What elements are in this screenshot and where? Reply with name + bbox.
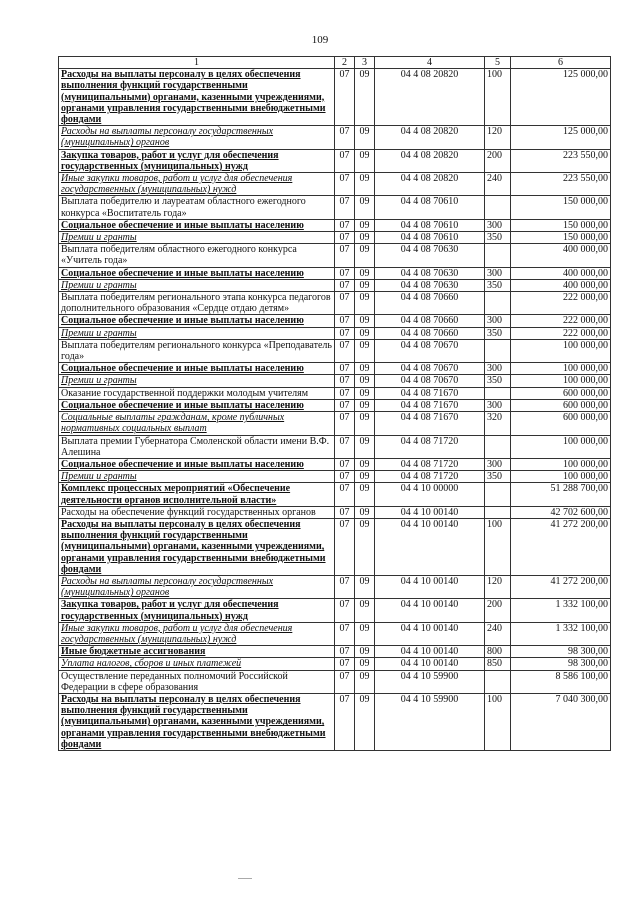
section-cell: 07 <box>335 196 355 219</box>
expense-type-cell: 300 <box>485 315 511 327</box>
page-number: 109 <box>311 34 329 46</box>
expense-type-cell: 350 <box>485 279 511 291</box>
row-name-cell: Расходы на выплаты персоналу государственных (муниципальных) органов <box>59 575 335 598</box>
expense-type-cell: 100 <box>485 69 511 126</box>
amount-cell: 150 000,00 <box>511 232 611 244</box>
section-cell: 07 <box>335 622 355 645</box>
target-article-cell: 04 4 08 70670 <box>375 375 485 387</box>
row-name-cell: Выплата победителям регионального этапа конкурса педагогов дополнительного образования «Сердце отдаю детям» <box>59 292 335 315</box>
table-row <box>59 375 611 387</box>
subsection-cell: 09 <box>355 279 375 291</box>
section-cell: 07 <box>335 646 355 658</box>
section-cell: 07 <box>335 375 355 387</box>
expense-type-cell: 200 <box>485 599 511 622</box>
section-cell: 07 <box>335 575 355 598</box>
section-cell: 07 <box>335 327 355 339</box>
expense-type-cell: 850 <box>485 658 511 670</box>
subsection-cell: 09 <box>355 658 375 670</box>
expense-type-cell <box>485 506 511 518</box>
section-cell: 07 <box>335 435 355 458</box>
section-cell: 07 <box>335 693 355 750</box>
row-name-cell: Иные закупки товаров, работ и услуг для обеспечения государственных (муниципальных) нужд <box>59 173 335 196</box>
amount-cell: 1 332 100,00 <box>511 622 611 645</box>
target-article-cell: 04 4 10 00140 <box>375 599 485 622</box>
amount-cell: 100 000,00 <box>511 471 611 483</box>
section-cell: 07 <box>335 69 355 126</box>
row-name-cell: Социальное обеспечение и иные выплаты населению <box>59 219 335 231</box>
section-cell: 07 <box>335 506 355 518</box>
subsection-cell: 09 <box>355 149 375 172</box>
section-cell: 07 <box>335 149 355 172</box>
amount-cell: 600 000,00 <box>511 387 611 399</box>
column-header: 3 <box>355 57 375 69</box>
target-article-cell: 04 4 10 00140 <box>375 506 485 518</box>
subsection-cell: 09 <box>355 363 375 375</box>
table-row <box>59 646 611 658</box>
expense-type-cell: 240 <box>485 173 511 196</box>
table-row <box>59 69 611 126</box>
section-cell: 07 <box>335 339 355 362</box>
table-row <box>59 363 611 375</box>
expense-type-cell: 300 <box>485 219 511 231</box>
expense-type-cell: 350 <box>485 375 511 387</box>
table-row <box>59 339 611 362</box>
section-cell: 07 <box>335 599 355 622</box>
amount-cell: 98 300,00 <box>511 646 611 658</box>
column-header: 4 <box>375 57 485 69</box>
row-name-cell: Комплекс процессных мероприятий «Обеспечение деятельности органов исполнительной власти» <box>59 483 335 506</box>
row-name-cell: Закупка товаров, работ и услуг для обеспечения государственных (муниципальных) нужд <box>59 149 335 172</box>
column-header: 1 <box>59 57 335 69</box>
target-article-cell: 04 4 08 71670 <box>375 399 485 411</box>
amount-cell: 100 000,00 <box>511 339 611 362</box>
target-article-cell: 04 4 08 20820 <box>375 149 485 172</box>
subsection-cell: 09 <box>355 267 375 279</box>
subsection-cell: 09 <box>355 483 375 506</box>
target-article-cell: 04 4 08 70630 <box>375 244 485 267</box>
subsection-cell: 09 <box>355 219 375 231</box>
expense-type-cell: 320 <box>485 412 511 435</box>
amount-cell: 100 000,00 <box>511 435 611 458</box>
row-name-cell: Социальное обеспечение и иные выплаты населению <box>59 458 335 470</box>
expense-type-cell <box>485 244 511 267</box>
expense-type-cell: 240 <box>485 622 511 645</box>
amount-cell: 1 332 100,00 <box>511 599 611 622</box>
column-header: 2 <box>335 57 355 69</box>
section-cell: 07 <box>335 279 355 291</box>
table-row <box>59 435 611 458</box>
subsection-cell: 09 <box>355 458 375 470</box>
section-cell: 07 <box>335 670 355 693</box>
amount-cell: 42 702 600,00 <box>511 506 611 518</box>
table-row <box>59 196 611 219</box>
amount-cell: 150 000,00 <box>511 196 611 219</box>
table-row <box>59 173 611 196</box>
target-article-cell: 04 4 08 71720 <box>375 435 485 458</box>
target-article-cell: 04 4 10 00140 <box>375 575 485 598</box>
section-cell: 07 <box>335 518 355 575</box>
target-article-cell: 04 4 08 71720 <box>375 458 485 470</box>
amount-cell: 223 550,00 <box>511 149 611 172</box>
row-name-cell: Уплата налогов, сборов и иных платежей <box>59 658 335 670</box>
amount-cell: 7 040 300,00 <box>511 693 611 750</box>
table-row <box>59 149 611 172</box>
row-name-cell: Расходы на выплаты персоналу в целях обеспечения выполнения функций государственными (муниципальными) органами, казенными учреждениями, органами управления государственными внебюджетными фондами <box>59 518 335 575</box>
row-name-cell: Премии и гранты <box>59 232 335 244</box>
expense-type-cell: 100 <box>485 693 511 750</box>
row-name-cell: Выплата победителям регионального конкурса «Преподаватель года» <box>59 339 335 362</box>
section-cell: 07 <box>335 658 355 670</box>
amount-cell: 8 586 100,00 <box>511 670 611 693</box>
subsection-cell: 09 <box>355 315 375 327</box>
table-row <box>59 244 611 267</box>
table-row <box>59 471 611 483</box>
section-cell: 07 <box>335 173 355 196</box>
row-name-cell: Расходы на обеспечение функций государственных органов <box>59 506 335 518</box>
target-article-cell: 04 4 10 00000 <box>375 483 485 506</box>
row-name-cell: Социальные выплаты гражданам, кроме публичных нормативных социальных выплат <box>59 412 335 435</box>
target-article-cell: 04 4 08 20820 <box>375 173 485 196</box>
section-cell: 07 <box>335 232 355 244</box>
section-cell: 07 <box>335 126 355 149</box>
target-article-cell: 04 4 10 00140 <box>375 658 485 670</box>
amount-cell: 125 000,00 <box>511 69 611 126</box>
amount-cell: 100 000,00 <box>511 375 611 387</box>
section-cell: 07 <box>335 219 355 231</box>
subsection-cell: 09 <box>355 435 375 458</box>
row-name-cell: Социальное обеспечение и иные выплаты населению <box>59 267 335 279</box>
target-article-cell: 04 4 08 70610 <box>375 196 485 219</box>
expense-type-cell: 120 <box>485 575 511 598</box>
expense-type-cell <box>485 387 511 399</box>
table-row <box>59 387 611 399</box>
expense-type-cell: 300 <box>485 267 511 279</box>
table-row <box>59 267 611 279</box>
target-article-cell: 04 4 08 20820 <box>375 126 485 149</box>
amount-cell: 100 000,00 <box>511 363 611 375</box>
table-row <box>59 232 611 244</box>
amount-cell: 223 550,00 <box>511 173 611 196</box>
subsection-cell: 09 <box>355 173 375 196</box>
subsection-cell: 09 <box>355 506 375 518</box>
expense-type-cell: 350 <box>485 232 511 244</box>
table-row <box>59 506 611 518</box>
table-row <box>59 483 611 506</box>
table-row <box>59 693 611 750</box>
expense-type-cell: 300 <box>485 363 511 375</box>
target-article-cell: 04 4 08 20820 <box>375 69 485 126</box>
section-cell: 07 <box>335 244 355 267</box>
table-row <box>59 327 611 339</box>
row-name-cell: Социальное обеспечение и иные выплаты населению <box>59 315 335 327</box>
target-article-cell: 04 4 08 70610 <box>375 219 485 231</box>
row-name-cell: Социальное обеспечение и иные выплаты населению <box>59 399 335 411</box>
amount-cell: 125 000,00 <box>511 126 611 149</box>
column-header: 6 <box>511 57 611 69</box>
expense-type-cell <box>485 339 511 362</box>
target-article-cell: 04 4 10 00140 <box>375 622 485 645</box>
amount-cell: 98 300,00 <box>511 658 611 670</box>
table-row <box>59 126 611 149</box>
target-article-cell: 04 4 08 70670 <box>375 363 485 375</box>
target-article-cell: 04 4 08 70630 <box>375 279 485 291</box>
table-header-row <box>59 57 611 69</box>
amount-cell: 400 000,00 <box>511 267 611 279</box>
row-name-cell: Закупка товаров, работ и услуг для обеспечения государственных (муниципальных) нужд <box>59 599 335 622</box>
expense-type-cell: 350 <box>485 327 511 339</box>
target-article-cell: 04 4 08 70660 <box>375 315 485 327</box>
table-row <box>59 518 611 575</box>
subsection-cell: 09 <box>355 622 375 645</box>
table-row <box>59 315 611 327</box>
subsection-cell: 09 <box>355 599 375 622</box>
target-article-cell: 04 4 08 71720 <box>375 471 485 483</box>
subsection-cell: 09 <box>355 126 375 149</box>
amount-cell: 41 272 200,00 <box>511 518 611 575</box>
row-name-cell: Расходы на выплаты персоналу государственных (муниципальных) органов <box>59 126 335 149</box>
expense-type-cell: 350 <box>485 471 511 483</box>
row-name-cell: Расходы на выплаты персоналу в целях обеспечения выполнения функций государственными (муниципальными) органами, казенными учреждениями, органами управления государственными внебюджетными фондами <box>59 69 335 126</box>
amount-cell: 150 000,00 <box>511 219 611 231</box>
amount-cell: 600 000,00 <box>511 412 611 435</box>
expense-type-cell <box>485 435 511 458</box>
target-article-cell: 04 4 08 70670 <box>375 339 485 362</box>
scan-artifact <box>238 878 252 879</box>
subsection-cell: 09 <box>355 670 375 693</box>
section-cell: 07 <box>335 315 355 327</box>
target-article-cell: 04 4 08 70660 <box>375 292 485 315</box>
target-article-cell: 04 4 10 59900 <box>375 693 485 750</box>
subsection-cell: 09 <box>355 69 375 126</box>
row-name-cell: Выплата премии Губернатора Смоленской области имени В.Ф. Алешина <box>59 435 335 458</box>
amount-cell: 41 272 200,00 <box>511 575 611 598</box>
expense-type-cell: 200 <box>485 149 511 172</box>
table-row <box>59 412 611 435</box>
column-header: 5 <box>485 57 511 69</box>
row-name-cell: Премии и гранты <box>59 471 335 483</box>
row-name-cell: Оказание государственной поддержки молодым учителям <box>59 387 335 399</box>
section-cell: 07 <box>335 267 355 279</box>
expense-type-cell: 120 <box>485 126 511 149</box>
row-name-cell: Социальное обеспечение и иные выплаты населению <box>59 363 335 375</box>
expense-type-cell <box>485 292 511 315</box>
subsection-cell: 09 <box>355 471 375 483</box>
table-row <box>59 599 611 622</box>
subsection-cell: 09 <box>355 646 375 658</box>
subsection-cell: 09 <box>355 387 375 399</box>
table-row <box>59 622 611 645</box>
subsection-cell: 09 <box>355 292 375 315</box>
section-cell: 07 <box>335 458 355 470</box>
target-article-cell: 04 4 10 00140 <box>375 646 485 658</box>
subsection-cell: 09 <box>355 693 375 750</box>
section-cell: 07 <box>335 471 355 483</box>
table-row <box>59 292 611 315</box>
subsection-cell: 09 <box>355 327 375 339</box>
row-name-cell: Премии и гранты <box>59 375 335 387</box>
subsection-cell: 09 <box>355 196 375 219</box>
amount-cell: 51 288 700,00 <box>511 483 611 506</box>
row-name-cell: Расходы на выплаты персоналу в целях обеспечения выполнения функций государственными (муниципальными) органами, казенными учреждениями, органами управления государственными внебюджетными фондами <box>59 693 335 750</box>
subsection-cell: 09 <box>355 244 375 267</box>
table-row <box>59 219 611 231</box>
expense-type-cell <box>485 196 511 219</box>
row-name-cell: Премии и гранты <box>59 279 335 291</box>
subsection-cell: 09 <box>355 339 375 362</box>
row-name-cell: Осуществление переданных полномочий Российской Федерации в сфере образования <box>59 670 335 693</box>
table-row <box>59 575 611 598</box>
section-cell: 07 <box>335 399 355 411</box>
table-row <box>59 458 611 470</box>
section-cell: 07 <box>335 387 355 399</box>
expense-type-cell: 300 <box>485 458 511 470</box>
section-cell: 07 <box>335 292 355 315</box>
target-article-cell: 04 4 08 71670 <box>375 387 485 399</box>
row-name-cell: Премии и гранты <box>59 327 335 339</box>
section-cell: 07 <box>335 412 355 435</box>
expense-type-cell: 100 <box>485 518 511 575</box>
table-row <box>59 670 611 693</box>
amount-cell: 222 000,00 <box>511 292 611 315</box>
target-article-cell: 04 4 08 70630 <box>375 267 485 279</box>
amount-cell: 400 000,00 <box>511 244 611 267</box>
row-name-cell: Выплата победителям областного ежегодного конкурса «Учитель года» <box>59 244 335 267</box>
subsection-cell: 09 <box>355 575 375 598</box>
amount-cell: 400 000,00 <box>511 279 611 291</box>
amount-cell: 222 000,00 <box>511 327 611 339</box>
row-name-cell: Выплата победителю и лауреатам областного ежегодного конкурса «Воспитатель года» <box>59 196 335 219</box>
expense-type-cell <box>485 483 511 506</box>
table-row <box>59 658 611 670</box>
section-cell: 07 <box>335 363 355 375</box>
subsection-cell: 09 <box>355 232 375 244</box>
target-article-cell: 04 4 10 59900 <box>375 670 485 693</box>
amount-cell: 222 000,00 <box>511 315 611 327</box>
row-name-cell: Иные закупки товаров, работ и услуг для обеспечения государственных (муниципальных) нужд <box>59 622 335 645</box>
subsection-cell: 09 <box>355 399 375 411</box>
expense-type-cell <box>485 670 511 693</box>
target-article-cell: 04 4 10 00140 <box>375 518 485 575</box>
target-article-cell: 04 4 08 70660 <box>375 327 485 339</box>
expense-type-cell: 800 <box>485 646 511 658</box>
target-article-cell: 04 4 08 70610 <box>375 232 485 244</box>
amount-cell: 600 000,00 <box>511 399 611 411</box>
section-cell: 07 <box>335 483 355 506</box>
table-row <box>59 279 611 291</box>
budget-table <box>58 56 611 751</box>
row-name-cell: Иные бюджетные ассигнования <box>59 646 335 658</box>
target-article-cell: 04 4 08 71670 <box>375 412 485 435</box>
amount-cell: 100 000,00 <box>511 458 611 470</box>
table-row <box>59 399 611 411</box>
expense-type-cell: 300 <box>485 399 511 411</box>
subsection-cell: 09 <box>355 375 375 387</box>
subsection-cell: 09 <box>355 518 375 575</box>
subsection-cell: 09 <box>355 412 375 435</box>
